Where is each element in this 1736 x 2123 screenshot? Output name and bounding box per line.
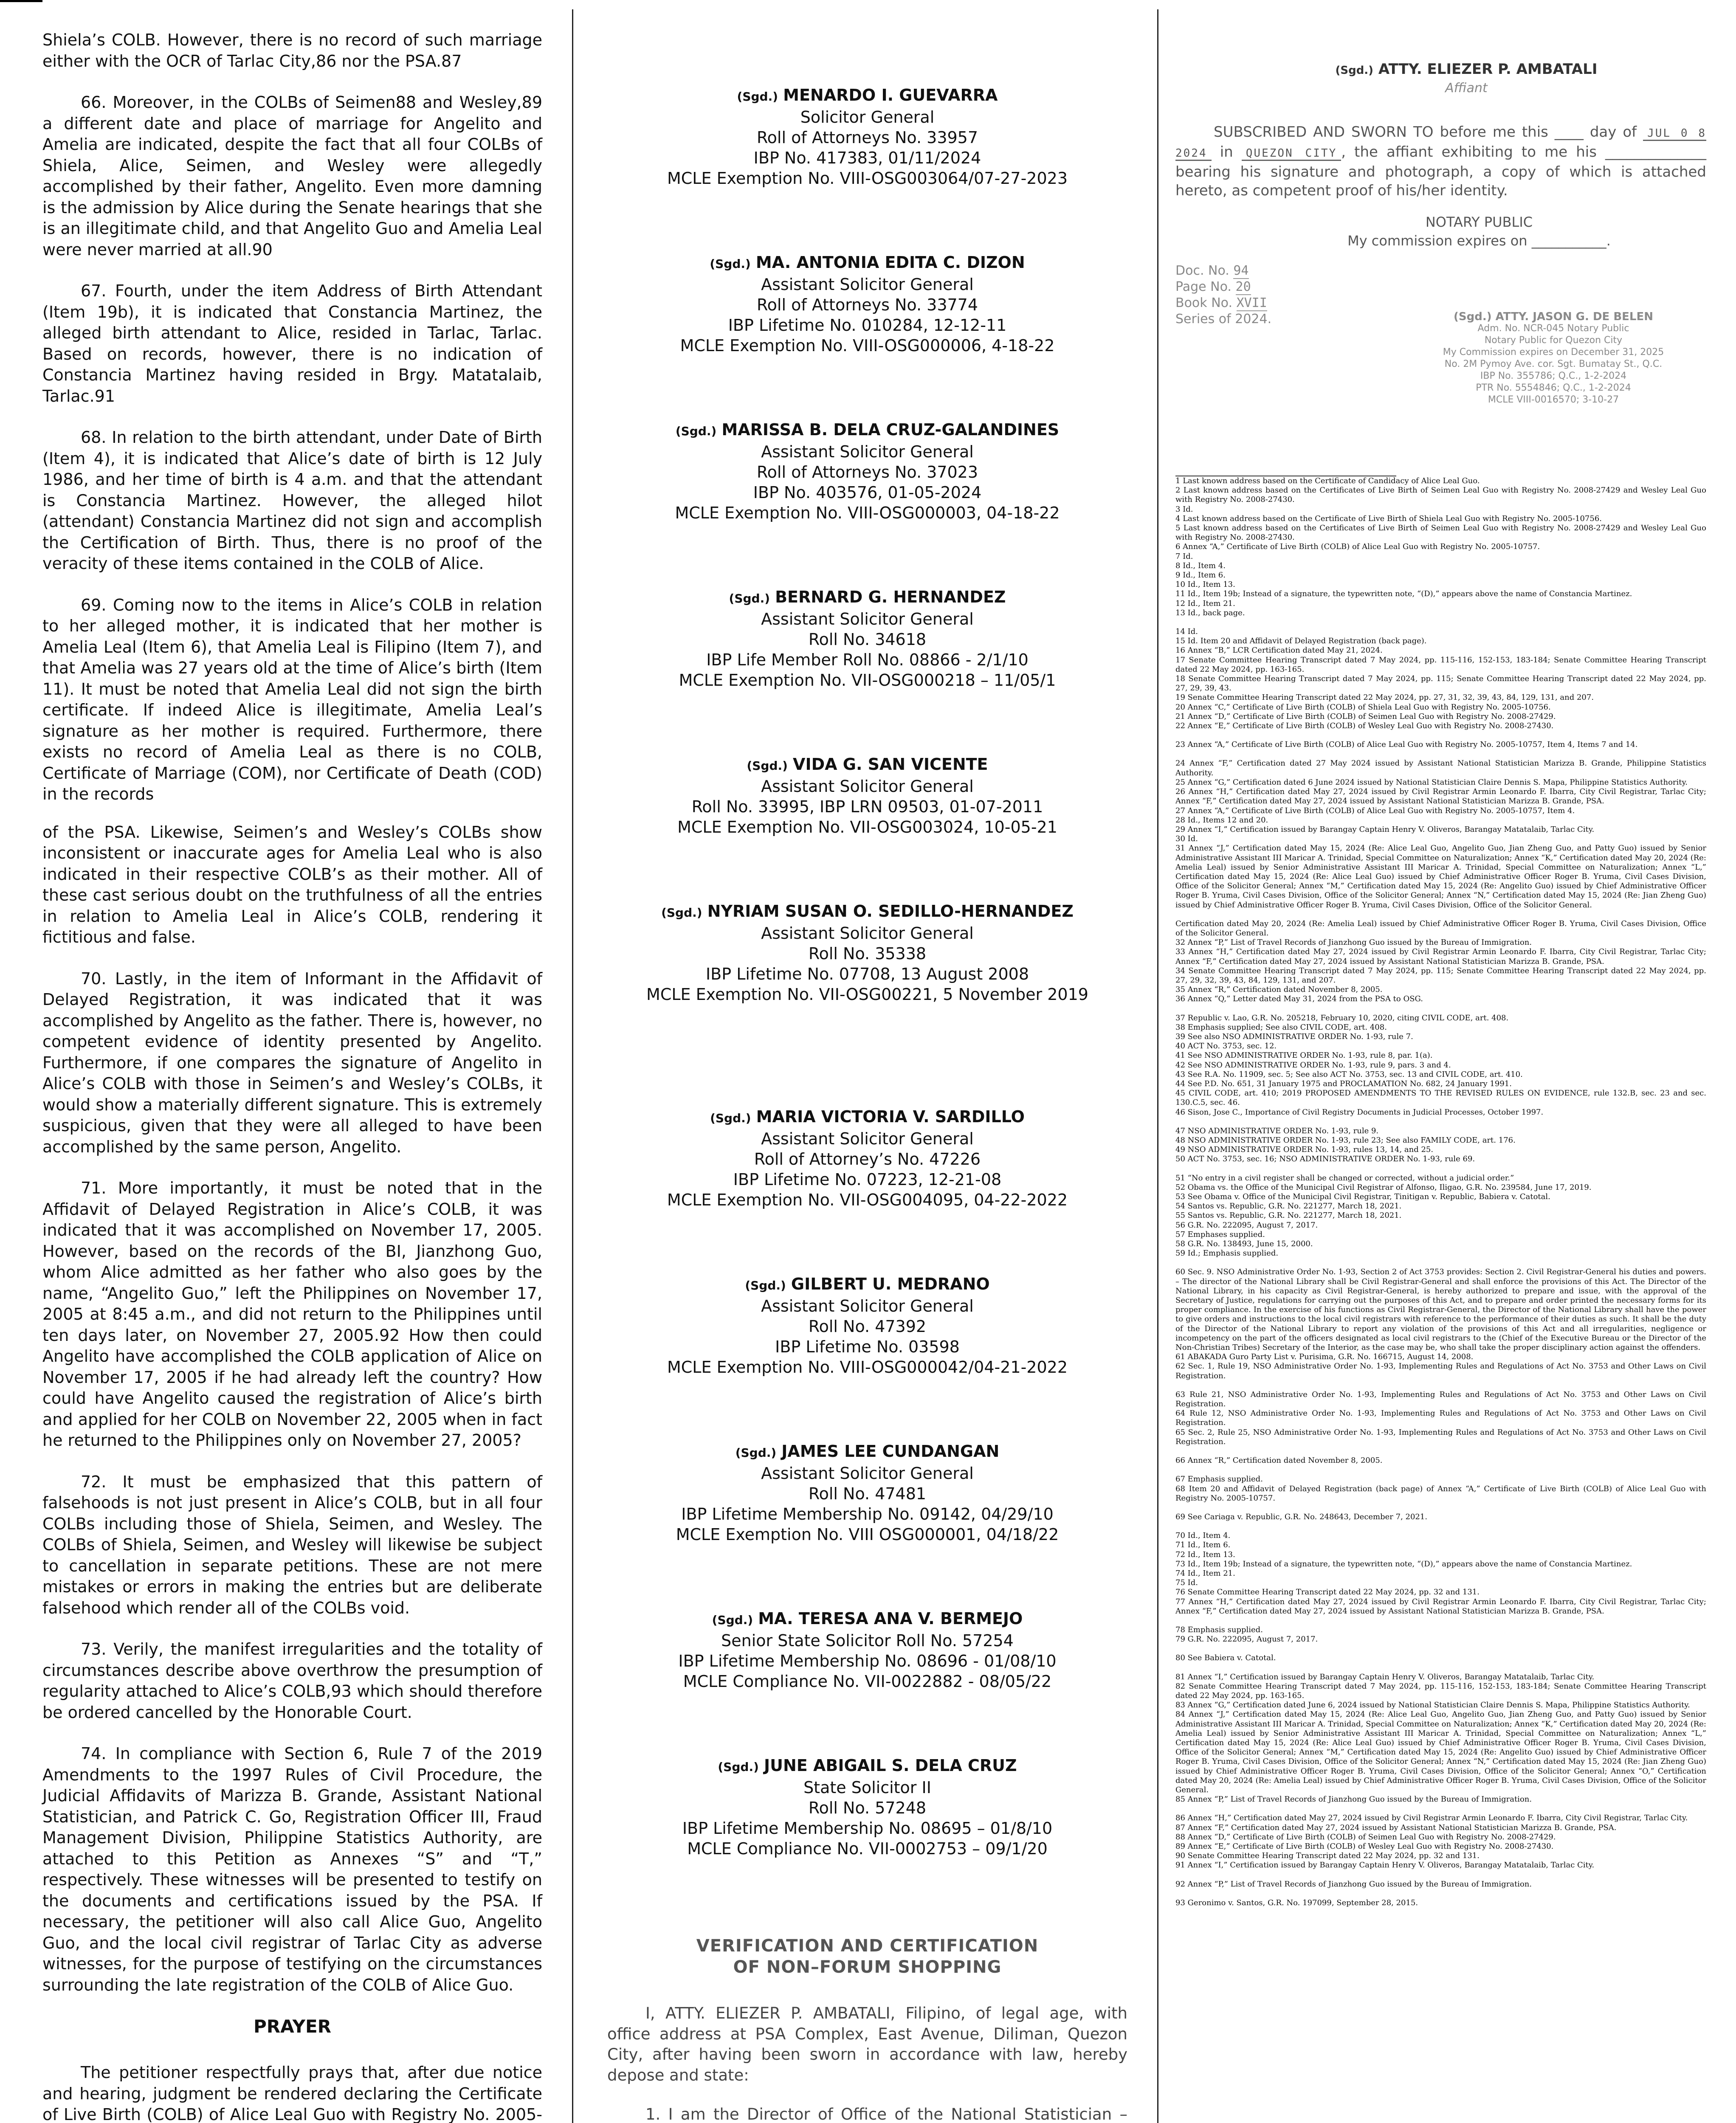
verification-heading-line-2: OF NON–FORUM SHOPPING <box>733 1957 1002 1977</box>
signatory-detail-line: MCLE Compliance No. VII-0002753 – 09/1/20 <box>687 1839 1048 1858</box>
affiant-signature-block: (Sgd.) ATTY. ELIEZER P. AMBATALI Affiant <box>1226 60 1706 97</box>
paragraph-70: 70. Lastly, in the item of Informant in the Affidavit of Delayed Registration, it was indicated that it was accomplished by Angelito as the father. There is, however, no competent evidence of identity presented by Angelito. Furthermore, if one compares the signature of Angelito in Alice’s COLB with those in Seimen’s and Wesley’s COLBs, it would show a materially different signature. This is extremely suspicious, given that they were all alleged to have been accomplished by the same person, Angelito. <box>42 969 542 1156</box>
footnote-gap <box>1175 749 1706 759</box>
footnote: 18 Senate Committee Hearing Transcript dated 7 May 2024, pp. 115; Senate Committee Hearing Transcript dated 22 May 2024, pp. 27, 29, 39, 43. <box>1175 674 1706 693</box>
paragraph-72: 72. It must be emphasized that this pattern of falsehoods is not just present in Alice’s COLB, but in all four COLBs including those of Shiela, Seimen, and Wesley. The COLBs of Shiela, Seimen, and Wesley will likewise be subject to cancellation in separate petitions. These are not mere mistakes or errors in making the entries but are deliberate falsehood which render all of the COLBs void. <box>42 1472 542 1617</box>
footnote: 6 Annex “A,” Certificate of Live Birth (COLB) of Alice Leal Guo with Registry No. 2005-10757. <box>1175 542 1540 552</box>
footnote-gap <box>1175 1889 1706 1898</box>
footnote: 91 Annex “I,” Certification issued by Barangay Captain Henry V. Oliveros, Barangay Matatalaib, Tarlac City. <box>1175 1861 1595 1870</box>
footnote: 34 Senate Committee Hearing Transcript dated 7 May 2024, pp. 115; Senate Committee Hearing Transcript dated 22 May 2024, pp. 27, 29, 32, 39, 43, 84, 129, 131, and 207. <box>1175 966 1706 985</box>
footnote: 71 Id., Item 6. <box>1175 1540 1231 1550</box>
footnote-gap <box>1175 1117 1706 1126</box>
signatory-detail-line: MCLE Exemption No. VIII OSG000001, 04/18/22 <box>676 1525 1059 1544</box>
signatory-block <box>607 1441 1127 1545</box>
signatory-detail-line: State Solicitor II <box>803 1778 931 1797</box>
footnote: 74 Id., Item 21. <box>1175 1568 1235 1578</box>
footnote: 85 Annex “P,” List of Travel Records of Jianzhong Guo issued by the Bureau of Immigration. <box>1175 1795 1532 1804</box>
signatory-detail-line: Roll No. 47392 <box>808 1317 927 1336</box>
footnote: 87 Annex “F,” Certification dated May 27, 2024 issued by Assistant National Statistician Marizza B. Grande, PSA. <box>1175 1823 1617 1832</box>
column-jurat-footnotes <box>1158 9 1723 2123</box>
footnote: 27 Annex “A,” Certificate of Live Birth (COLB) of Alice Leal Guo with Registry No. 2005-10757, Item 4. <box>1175 806 1575 815</box>
spacer <box>607 1859 1127 1935</box>
affiant-name: ATTY. ELIEZER P. AMBATALI <box>1378 61 1598 78</box>
prayer-heading: PRAYER <box>253 2016 332 2037</box>
signatory-name: (Sgd.) MARISSA B. DELA CRUZ-GALANDINES <box>675 420 1060 439</box>
signatory-detail-line: Senior State Solicitor Roll No. 57254 <box>721 1631 1014 1650</box>
verification-item-1: 1. I am the Director of Office of the National Statistician – <box>645 2105 1127 2123</box>
footnote: 35 Annex “R,” Certification dated November 8, 2005. <box>1175 985 1383 994</box>
notary-stamp: (Sgd.) ATTY. JASON G. DE BELEN Adm. No. NCR-045 Notary Public Notary Public for Quezon City My Commission expires on December 31, 2025 No. 2M Pymoy Ave. cor. Sgt. Bumatay St., Q.C. IBP No. 355786; Q.C., 1-2-2024 PTR No. 5554846; Q.C., 1-2-2024 MCLE VIII-0016570; 3-10-27 <box>1443 310 1664 405</box>
paragraph-69-continued: of the PSA. Likewise, Seimen’s and Wesley’s COLBs show inconsistent or inaccurate ages for Amelia Leal who is also indicated in their respective COLB’s as their mother. All of these cast serious doubt on the truthfulness of all the entries in relation to Amelia Leal in Alice’s COLB, rendering it fictitious and false. <box>42 822 542 946</box>
paragraph-69: 69. Coming now to the items in Alice’s COLB in relation to her alleged mother, it is indicated that her mother is Amelia Leal (Item 6), that Amelia Leal is Filipino (Item 7), and that Amelia was 27 years old at the time of Alice’s birth (Item 11). It must be noted that Amelia Leal did not sign the birth certificate. If indeed Alice is illegitimate, Amelia Leal’s signature as her mother is required. Furthermore, there exists no record of Amelia Leal as there is no COLB, Certificate of Marriage (COM), nor Certificate of Death (COD) in the records <box>42 595 542 803</box>
signatory-name: (Sgd.) MA. ANTONIA EDITA C. DIZON <box>710 253 1025 272</box>
footnote: 8 Id., Item 4. <box>1175 561 1226 570</box>
footnote: 46 Sison, Jose C., Importance of Civil Registry Documents in Judicial Processes, October 1997. <box>1175 1107 1544 1117</box>
sworn-place: QUEZON CITY <box>1242 147 1341 161</box>
footnote: 17 Senate Committee Hearing Transcript dated 7 May 2024, pp. 115-116, 152-153, 183-184; Senate Committee Hearing Transcript dated 22 May 2024, pp. 163-165. <box>1175 655 1706 674</box>
book-no: XVII <box>1236 296 1267 310</box>
signatory-detail-line: MCLE Exemption No. VII-OSG003024, 10-05-21 <box>677 818 1057 836</box>
signatory-list <box>607 85 1127 1935</box>
footnote: 16 Annex “B,” LCR Certification dated May 21, 2024. <box>1175 646 1383 655</box>
footnote: 49 NSO ADMINISTRATIVE ORDER No. 1-93, rules 13, 14, and 25. <box>1175 1145 1434 1154</box>
footnote-gap <box>1175 1258 1706 1267</box>
footnote: 25 Annex “G,” Certification dated 6 June 2024 issued by National Statistician Claire Dennis S. Mapa, Philippine Statistics Authority. <box>1175 777 1688 787</box>
signatory-block <box>607 1274 1127 1377</box>
signatory-name: (Sgd.) NYRIAM SUSAN O. SEDILLO-HERNANDEZ <box>661 902 1074 921</box>
footnote: 88 Annex “D,” Certificate of Live Birth (COLB) of Seimen Leal Guo with Registry No. 2008-27429. <box>1175 1832 1556 1841</box>
footnote: 24 Annex “F,” Certification dated 27 May 2024 issued by Assistant National Statistician Marizza B. Grande, Philippine Statistics Authority. <box>1175 759 1706 777</box>
footnote: 44 See P.D. No. 651, 31 January 1975 and PROCLAMATION No. 682, 24 January 1991. <box>1175 1079 1512 1088</box>
signatory-detail-line: IBP Lifetime Membership No. 09142, 04/29/10 <box>681 1505 1054 1523</box>
footnote: 65 Sec. 2, Rule 25, NSO Administrative Order No. 1-93, Implementing Rules and Regulations of Act No. 3753 and Other Laws on Civil Registration. <box>1175 1428 1706 1446</box>
footnote: 45 CIVIL CODE, art. 410; 2019 PROPOSED AMENDMENTS TO THE REVISED RULES ON EVIDENCE, rule 132.B, sec. 23 and sec. 130.C.5, sec. 46. <box>1175 1089 1706 1107</box>
footnote: 79 G.R. No. 222095, August 7, 2017. <box>1175 1635 1318 1644</box>
footnote: 60 Sec. 9. NSO Administrative Order No. 1-93, Section 2 of Act 3753 provides: Section 2. Civil Registrar-General his duties and powers. – The director of the National Library shall be Civil Registrar-General and shall enforce the provisions of this Act. The Director of the National Library, in his capacity as Civil Registrar-General, is hereby authorized to prepare and issue, with the approval of the Secretary of Justice, regulations for carrying out the purposes of this Act, and to prepare and order printed the necessary forms for its proper compliance. In the exercise of his functions as Civil Registrar-General, the Director of the National Library shall have the power to give orders and instructions to the local civil registrars with reference to the performance of their duties as such. It shall be the duty of the Director of the National Library to report any violation of the provisions of this Act and all irregularities, negligence or incompetency on the part of the officers designated as local civil registrars to the (Chief of the Executive Bureau or the Director of the Non-Christian Tribes) Secretary of the Interior, as the case may be, who shall take the proper disciplinary action against the offenders. <box>1175 1267 1706 1352</box>
footnote: 13 Id., back page. <box>1175 608 1245 617</box>
footnote: 32 Annex “P,” List of Travel Records of Jianzhong Guo issued by the Bureau of Immigration. <box>1175 938 1532 947</box>
footnote: 86 Annex “H,” Certification dated May 27, 2024 issued by Civil Registrar Armin Leonardo F. Ibarra, City Civil Registrar, Tarlac City. <box>1175 1813 1688 1823</box>
footnote: 67 Emphasis supplied. <box>1175 1475 1263 1484</box>
signatory-detail-line: Roll of Attorney’s No. 47226 <box>754 1150 981 1168</box>
footnote: 58 G.R. No. 138493, June 15, 2000. <box>1175 1239 1313 1249</box>
footnote: 1 Last known address based on the Certificate of Candidacy of Alice Leal Guo. <box>1175 476 1480 485</box>
signatory-block <box>607 85 1127 189</box>
footnote: 82 Senate Committee Hearing Transcript dated 7 May 2024, pp. 115-116, 152-153, 183-184; Senate Committee Hearing Transcript dated 22 May 2024, pp. 163-165. <box>1175 1681 1706 1700</box>
footnote: 81 Annex “I,” Certification issued by Barangay Captain Henry V. Oliveros, Barangay Matatalaib, Tarlac City. <box>1175 1672 1595 1681</box>
signatory-detail-line: Assistant Solicitor General <box>761 1129 974 1148</box>
footnote: 70 Id., Item 4. <box>1175 1531 1231 1540</box>
footnote: 7 Id. <box>1175 552 1193 561</box>
footnote: 78 Emphasis supplied. <box>1175 1625 1263 1634</box>
footnote: 5 Last known address based on the Certificates of Live Birth of Seimen Leal Guo with Registry No. 2008-27429 and Wesley Leal Guo with Registry No. 2008-27430. <box>1175 524 1706 542</box>
footnote-gap <box>1175 1616 1706 1625</box>
footnote-gap <box>1175 1663 1706 1672</box>
footnote: 90 Senate Committee Hearing Transcript dated 22 May 2024, pp. 32 and 131. <box>1175 1851 1480 1861</box>
signatory-detail-line: Roll of Attorneys No. 33957 <box>756 128 978 147</box>
footnote: 76 Senate Committee Hearing Transcript dated 22 May 2024, pp. 32 and 131. <box>1175 1588 1480 1597</box>
footnote-gap <box>1175 1447 1706 1456</box>
signatory-name: (Sgd.) MA. TERESA ANA V. BERMEJO <box>712 1609 1023 1628</box>
footnote: 93 Geronimo v. Santos, G.R. No. 197099, September 28, 2015. <box>1175 1898 1418 1907</box>
signatory-detail-line: MCLE Compliance No. VII-0022882 - 08/05/22 <box>683 1672 1052 1691</box>
footnote: 52 Obama vs. the Office of the Municipal Civil Registrar of Alfonso, Iligao, G.R. No. 239584, June 17, 2019. <box>1175 1183 1592 1192</box>
footnote: 9 Id., Item 6. <box>1175 571 1226 580</box>
footnote: 10 Id., Item 13. <box>1175 580 1235 589</box>
signatory-detail-line: Solicitor General <box>800 108 935 127</box>
signatory-name: (Sgd.) VIDA G. SAN VICENTE <box>747 755 988 774</box>
prayer-paragraph-1: The petitioner respectfully prays that, after due notice and hearing, judgment be rendered declaring the Certificate of Live Birth (COLB) of Alice Leal Guo with Registry No. 2005- <box>42 2063 542 2123</box>
signatory-detail-line: Roll No. 34618 <box>808 630 927 649</box>
signatory-detail-line: Roll No. 57248 <box>808 1799 927 1817</box>
paragraph-66: 66. Moreover, in the COLBs of Seimen88 and Wesley,89 a different date and place of marriage for Angelito and Amelia are indicated, despite the fact that all four COLBs of Shiela, Alice, Seimen, and Wesley were allegedly accomplished by their father, Angelito. Even more damning is the admission by Alice during the Senate hearings that she is an illegitimate child, and that Angelito Guo and Amelia Leal were never married at all.90 <box>42 93 542 259</box>
doc-no: 94 <box>1233 263 1249 278</box>
signatory-detail-line: Assistant Solicitor General <box>761 777 974 796</box>
footnote: 89 Annex “E,” Certificate of Live Birth (COLB) of Wesley Leal Guo with Registry No. 2008-27430. <box>1175 1842 1554 1851</box>
signatory-block <box>607 1608 1127 1692</box>
footnote: 51 “No entry in a civil register shall be changed or corrected, without a judicial order.” <box>1175 1173 1514 1183</box>
footnote: 77 Annex “H,” Certification dated May 27, 2024 issued by Civil Registrar Armin Leonardo F. Ibarra, City Civil Registrar, Tarlac City; Annex “F,” Certification dated May 27, 2024 issued by Assistant National Statistician Marizza B. Grande, PSA. <box>1175 1597 1706 1616</box>
footnote: 66 Annex “R,” Certification dated November 8, 2005. <box>1175 1456 1383 1465</box>
footnote: 14 Id. <box>1175 627 1198 636</box>
footnote: 29 Annex “I,” Certification issued by Barangay Captain Henry V. Oliveros, Barangay Matatalaib, Tarlac City. <box>1175 825 1595 834</box>
signatory-detail-line: IBP Lifetime No. 03598 <box>775 1337 960 1356</box>
doc-number-block: Doc. No. 94 Page No. 20 Book No. XVII Series of 2024. <box>1175 263 1706 327</box>
signatory-detail-line: Assistant Solicitor General <box>761 1297 974 1315</box>
footnote: 21 Annex “D,” Certificate of Live Birth (COLB) of Seimen Leal Guo with Registry No. 2008-27429. <box>1175 712 1556 721</box>
footnote: 26 Annex “H,” Certification dated May 27, 2024 issued by Civil Registrar Armin Leonardo F. Ibarra, City Civil Registrar, Tarlac City; Annex “F,” Certification dated May 27, 2024 issued by Assistant National Statistician Marizza B. Grande, PSA. <box>1175 787 1706 806</box>
signatory-block <box>607 1107 1127 1210</box>
footnote: 2 Last known address based on the Certificates of Live Birth of Seimen Leal Guo with Registry No. 2008-27429 and Wesley Leal Guo with Registry No. 2008-27430. <box>1175 486 1706 504</box>
footnote: 4 Last known address based on the Certificate of Live Birth of Shiela Leal Guo with Registry No. 2005-10756. <box>1175 514 1602 523</box>
affiant-role: Affiant <box>1445 81 1488 96</box>
footnote: 84 Annex “J,” Certification dated May 15, 2024 (Re: Alice Leal Guo, Angelito Guo, Jian Zheng Guo, and Patty Guo) issued by Senior Administrative Assistant III Maricar A. Trinidad, Special Committee on Naturalization; Annex “K,” Certification dated May 20, 2024 (Re: Amelia Leal) issued by Senior Administrative Assistant III Maricar A. Trinidad, Special Committee on Naturalization; Annex “L,” Certification dated May 15, 2024 (Re: Alice Leal Guo) issued by Chief Administrative Officer Roger B. Yruma, Civil Cases Division, Office of the Solicitor General; Annex “M,” Certification dated May 15, 2024 (Re: Angelito Guo) issued by Chief Administrative Officer Roger B. Yruma, Civil Cases Division, Office of the Solicitor General; Annex “N,” Certification dated May 15, 2024 (Re: Jian Zheng Guo) issued by Chief Administrative Officer Roger B. Yruma, Civil Cases Division, Office of the Solicitor General; Annex “O,” Certification dated May 20, 2024 (Re: Amelia Leal) issued by Chief Administrative Officer Roger B. Yruma, Civil Cases Division, Office of the Solicitor General. <box>1175 1710 1706 1794</box>
footnote-gap <box>1175 1465 1706 1475</box>
footnote: 20 Annex “C,” Certificate of Live Birth (COLB) of Shiela Leal Guo with Registry No. 2005-10756. <box>1175 702 1551 712</box>
jurat-text: SUBSCRIBED AND SWORN TO before me this ____ day of JUL 0 8 2024 in QUEZON CITY , the affiant exhibiting to me his ______________ bearing his signature and photograph, a copy of which is attached hereto, as competent proof of his/her identity. <box>1175 124 1707 199</box>
commission-expiry: My commission expires on ___________. <box>1347 233 1611 249</box>
signatory-detail-line: Roll of Attorneys No. 33774 <box>756 296 978 314</box>
footnote: 41 See NSO ADMINISTRATIVE ORDER No. 1-93, rule 8, par. 1(a). <box>1175 1051 1433 1060</box>
signatory-block <box>607 1755 1127 1859</box>
footnote: 19 Senate Committee Hearing Transcript dated 22 May 2024, pp. 27, 31, 32, 39, 43, 84, 129, 131, and 207. <box>1175 693 1594 702</box>
footnote: 57 Emphases supplied. <box>1175 1230 1265 1239</box>
paragraph-68: 68. In relation to the birth attendant, under Date of Birth (Item 4), it is indicated that Alice’s date of birth is 12 July 1986, and her time of birth is 4 a.m. and that the attendant is Constancia Martinez. However, the alleged hilot (attendant) Constancia Martinez did not sign and accomplish the Certification of Birth. Thus, there is no proof of the veracity of these items contained in the COLB of Alice. <box>42 428 542 573</box>
verification-intro: I, ATTY. ELIEZER P. AMBATALI, Filipino, of legal age, with office address at PSA Complex, East Avenue, Diliman, Quezon City, after having been sworn in accordance with law, hereby depose and state: <box>607 2004 1127 2084</box>
signatory-detail-line: IBP No. 403576, 01-05-2024 <box>753 483 982 502</box>
signatory-detail-line: MCLE Exemption No. VII-OSG004095, 04-22-2022 <box>667 1191 1068 1209</box>
footnote: 62 Sec. 1, Rule 19, NSO Administrative Order No. 1-93, Implementing Rules and Regulations of Act No. 3753 and Other Laws on Civil Registration. <box>1175 1362 1706 1380</box>
footnote-gap <box>1175 618 1706 627</box>
signatory-name: (Sgd.) JUNE ABIGAIL S. DELA CRUZ <box>718 1756 1017 1775</box>
signatory-detail-line: IBP Lifetime No. 07223, 12-21-08 <box>733 1170 1002 1189</box>
signatory-detail-line: Assistant Solicitor General <box>761 924 974 943</box>
footnote: 12 Id., Item 21. <box>1175 599 1235 608</box>
footnote: 15 Id. Item 20 and Affidavit of Delayed Registration (back page). <box>1175 636 1427 646</box>
sworn-date: JUL 0 8 2024 <box>1175 127 1706 161</box>
signatory-detail-line: IBP Lifetime Membership No. 08696 - 01/08/10 <box>678 1652 1057 1670</box>
footnote: 69 See Cariaga v. Republic, G.R. No. 248643, December 7, 2021. <box>1175 1512 1428 1521</box>
signatory-detail-line: MCLE Exemption No. VIII-OSG003064/07-27-2023 <box>667 169 1068 188</box>
footnote: 39 See also NSO ADMINISTRATIVE ORDER No. 1-93, rule 7. <box>1175 1032 1413 1041</box>
signatory-detail-line: Roll No. 35338 <box>808 944 927 963</box>
footnote-gap <box>1175 1522 1706 1531</box>
footnote: 40 ACT No. 3753, sec. 12. <box>1175 1042 1277 1051</box>
signatory-detail-line: IBP Lifetime No. 07708, 13 August 2008 <box>705 965 1029 983</box>
column-signatories-verification <box>573 9 1158 2123</box>
footnote: 11 Id., Item 19b; Instead of a signature, the typewritten note, “(D),” appears above the name of Constancia Martinez. <box>1175 589 1632 599</box>
paragraph-71: 71. More importantly, it must be noted that in the Affidavit of Delayed Registration in Alice’s COLB, it was indicated that it was accomplished on November 17, 2005. However, based on the records of the BI, Jianzhong Guo, whom Alice admitted as her father who also goes by the name, “Angelito Guo,” left the Philippines on November 17, 2005 at 8:45 a.m., and did not return to the Philippines until ten days later, on November 27, 2005.92 How then could Angelito have accomplished the COLB application of Alice on November 17, 2005 if he had already left the country? How could have Angelito caused the registration of Alice’s birth and applied for her COLB on November 22, 2005 when in fact he returned to the Philippines only on November 27, 2005? <box>42 1179 542 1450</box>
footnote: 55 Santos vs. Republic, G.R. No. 221277, March 18, 2021. <box>1175 1211 1402 1220</box>
footnote: 54 Santos vs. Republic, G.R. No. 221277, March 18, 2021. <box>1175 1202 1402 1211</box>
footnote: 3 Id. <box>1175 504 1193 514</box>
footnote: 31 Annex “J,” Certification dated May 15, 2024 (Re: Alice Leal Guo, Angelito Guo, Jian Zheng Guo, and Patty Guo) issued by Senior Administrative Assistant III Maricar A. Trinidad, Special Committee on Naturalization; Annex “K,” Certification dated May 20, 2024 (Re: Amelia Leal) issued by Senior Administrative Assistant III Maricar A. Trinidad, Special Committee on Naturalization; Annex “L,” Certification dated May 15, 2024 (Re: Alice Leal Guo) issued by Chief Administrative Officer Roger B. Yruma, Civil Cases Division, Office of the Solicitor General; Annex “M,” Certification dated May 15, 2024 (Re: Angelito Guo) issued by Chief Administrative Officer Roger B. Yruma, Civil Cases Division, Office of the Solicitor General; Annex “N,” Certification dated May 15, 2024 (Re: Jian Zheng Guo) issued by Chief Administrative Officer Roger B. Yruma, Civil Cases Division, Office of the Solicitor General. <box>1175 844 1706 909</box>
footnote-gap <box>1175 1503 1706 1512</box>
signatory-detail-line: Assistant Solicitor General <box>761 1464 974 1483</box>
signatory-detail-line: MCLE Exemption No. VIII-OSG000042/04-21-2022 <box>667 1358 1068 1377</box>
footnote: 56 G.R. No. 222095, August 7, 2017. <box>1175 1220 1318 1230</box>
footnote: 73 Id., Item 19b; Instead of a signature, the typewritten note, “(D),” appears above the name of Constancia Martinez. <box>1175 1559 1632 1568</box>
signatory-block <box>607 901 1127 1005</box>
footnote-gap <box>1175 1004 1706 1014</box>
notary-block <box>1252 213 1706 250</box>
paragraph-67: 67. Fourth, under the item Address of Birth Attendant (Item 19b), it is indicated that Constancia Martinez, the alleged birth attendant to Alice, resided in Tarlac, Tarlac. Based on records, however, there is no indication of Constancia Martinez having resided in Brgy. Matatalaib, Tarlac.91 <box>42 282 542 405</box>
verification-heading-line-1: VERIFICATION AND CERTIFICATION <box>696 1936 1039 1956</box>
notary-public-label: NOTARY PUBLIC <box>1425 214 1533 230</box>
footnote: 92 Annex “P,” List of Travel Records of Jianzhong Guo issued by the Bureau of Immigration. <box>1175 1879 1532 1889</box>
footnote-gap <box>1175 1804 1706 1813</box>
footnote-gap <box>1175 910 1706 919</box>
footnote: 80 See Babiera v. Catotal. <box>1175 1653 1276 1663</box>
footnote: 59 Id.; Emphasis supplied. <box>1175 1249 1279 1258</box>
footnote: 38 Emphasis supplied; See also CIVIL CODE, art. 408. <box>1175 1022 1387 1032</box>
footnote: 53 See Obama v. Office of the Municipal Civil Registrar, Tinitigan v. Republic, Babiera v. Catotal. <box>1175 1192 1550 1202</box>
footnote: 61 ABAKADA Guro Party List v. Purisima, G.R. No. 166715, August 14, 2008. <box>1175 1352 1474 1362</box>
top-rule <box>0 0 42 8</box>
signatory-detail-line: MCLE Exemption No. VIII-OSG000006, 4-18-22 <box>680 336 1055 355</box>
signatory-name: (Sgd.) JAMES LEE CUNDANGAN <box>735 1442 1000 1461</box>
footnote: 83 Annex “G,” Certification dated June 6, 2024 issued by National Statistician Claire Dennis S. Mapa, Philippine Statistics Authority. <box>1175 1701 1690 1710</box>
signatory-block <box>607 754 1127 837</box>
footnote-gap <box>1175 1164 1706 1174</box>
footnote: 36 Annex “Q,” Letter dated May 31, 2024 from the PSA to OSG. <box>1175 994 1423 1004</box>
signatory-block <box>607 420 1127 523</box>
footnote: 75 Id. <box>1175 1578 1198 1588</box>
paragraph-74: 74. In compliance with Section 6, Rule 7 of the 2019 Amendments to the 1997 Rules of Civil Procedure, the Judicial Affidavits of Marizza B. Grande, Assistant National Statistician, and Patrick C. Go, Registration Officer III, Fraud Management Division, Philippine Statistics Authority, are attached to this Petition as Annexes “S” and “T,” respectively. These witnesses will be presented to testify on the documents and certifications issued by the PSA. If necessary, the petitioner will also call Alice Guo, Angelito Guo, and the local civil registrar of Tarlac City as adverse witnesses, for the purpose of testifying on the circumstances surrounding the late registration of the COLB of Alice Guo. <box>42 1744 542 1994</box>
footnote-gap <box>1175 1644 1706 1653</box>
footnote: Certification dated May 20, 2024 (Re: Amelia Leal) issued by Chief Administrative Officer Roger B. Yruma, Civil Cases Division, Office of the Solicitor General. <box>1175 919 1706 938</box>
signatory-detail-line: MCLE Exemption No. VIII-OSG000003, 04-18-22 <box>675 504 1060 522</box>
footnote-gap <box>1175 1870 1706 1880</box>
signatory-detail-line: IBP Life Member Roll No. 08866 - 2/1/10 <box>706 650 1029 669</box>
footnote: 68 Item 20 and Affidavit of Delayed Registration (back page) of Annex “A,” Certificate of Live Birth (COLB) of Alice Leal Guo with Registry No. 2005-10757. <box>1175 1484 1706 1503</box>
signatory-detail-line: Assistant Solicitor General <box>761 610 974 628</box>
footnote: 33 Annex “H,” Certification dated May 27, 2024 issued by Civil Registrar Armin Leonardo F. Ibarra, City Civil Registrar, Tarlac City; Annex “F,” Certification dated May 27, 2024 issued by Assistant National Statistician Marizza B. Grande, PSA. <box>1175 947 1706 966</box>
signatory-name: (Sgd.) BERNARD G. HERNANDEZ <box>729 588 1006 606</box>
signatory-detail-line: Roll No. 33995, IBP LRN 09503, 01-07-2011 <box>691 797 1043 816</box>
signatory-detail-line: Assistant Solicitor General <box>761 275 974 294</box>
footnote: 30 Id. <box>1175 834 1198 844</box>
signatory-detail-line: IBP No. 417383, 01/11/2024 <box>753 149 981 167</box>
footnote-list <box>1175 476 1706 1908</box>
verification-heading <box>607 1935 1127 1978</box>
signatory-detail-line: IBP Lifetime Membership No. 08695 – 01/8/10 <box>682 1819 1053 1838</box>
signatory-block <box>607 587 1127 690</box>
footnote: 23 Annex “A,” Certificate of Live Birth (COLB) of Alice Leal Guo with Registry No. 2005-10757, Item 4, Items 7 and 14. <box>1175 740 1638 749</box>
footnote-gap <box>1175 1381 1706 1390</box>
signatory-name: (Sgd.) MARIA VICTORIA V. SARDILLO <box>710 1107 1025 1126</box>
paragraph-continuation: Shiela’s COLB. However, there is no record of such marriage either with the OCR of Tarlac City,86 nor the PSA.87 <box>42 31 542 70</box>
signatory-name: (Sgd.) MENARDO I. GUEVARRA <box>737 86 998 104</box>
signatory-detail-line: Roll of Attorneys No. 37023 <box>756 463 978 481</box>
page-no: 20 <box>1235 279 1251 294</box>
signatory-detail-line: Roll No. 47481 <box>808 1484 927 1503</box>
series: Series of 2024. <box>1175 312 1272 327</box>
footnote: 64 Rule 12, NSO Administrative Order No. 1-93, Implementing Rules and Regulations of Act No. 3753 and Other Laws on Civil Registration. <box>1175 1409 1706 1428</box>
paragraph-73: 73. Verily, the manifest irregularities and the totality of circumstances describe above overthrow the presumption of regularity attached to Alice’s COLB,93 which should therefore be ordered cancelled by the Honorable Court. <box>42 1640 542 1722</box>
footnote: 63 Rule 21, NSO Administrative Order No. 1-93, Implementing Rules and Regulations of Act No. 3753 and Other Laws on Civil Registration. <box>1175 1390 1706 1409</box>
footnote-gap <box>1175 731 1706 740</box>
signatory-detail-line: Assistant Solicitor General <box>761 442 974 461</box>
footnote: 22 Annex “E,” Certificate of Live Birth (COLB) of Wesley Leal Guo with Registry No. 2008-27430. <box>1175 721 1554 731</box>
footnote: 28 Id., Items 12 and 20. <box>1175 815 1268 825</box>
footnote: 47 NSO ADMINISTRATIVE ORDER No. 1-93, rule 9. <box>1175 1126 1379 1135</box>
column-petition-body <box>12 9 573 2123</box>
signatory-detail-line: MCLE Exemption No. VII-OSG00221, 5 November 2019 <box>646 985 1088 1004</box>
signatory-detail-line: IBP Lifetime No. 010284, 12-12-11 <box>728 316 1007 335</box>
footnote: 42 See NSO ADMINISTRATIVE ORDER No. 1-93, rule 9, pars. 3 and 4. <box>1175 1060 1451 1070</box>
signatory-detail-line: MCLE Exemption No. VII-OSG000218 – 11/05/1 <box>679 671 1056 690</box>
signatory-name: (Sgd.) GILBERT U. MEDRANO <box>745 1275 990 1293</box>
footnote: 43 See R.A. No. 11909, sec. 5; See also ACT No. 3753, sec. 13 and CIVIL CODE, art. 410. <box>1175 1070 1523 1079</box>
footnote: 50 ACT No. 3753, sec. 16; NSO ADMINISTRATIVE ORDER No. 1-93, rule 69. <box>1175 1154 1475 1164</box>
footnote: 48 NSO ADMINISTRATIVE ORDER No. 1-93, rule 23; See also FAMILY CODE, art. 176. <box>1175 1136 1516 1145</box>
footnote: 72 Id., Item 13. <box>1175 1550 1235 1559</box>
footnote: 37 Republic v. Lao, G.R. No. 205218, February 10, 2020, citing CIVIL CODE, art. 408. <box>1175 1013 1509 1022</box>
footnotes <box>1175 476 1706 1908</box>
signatory-block <box>607 252 1127 356</box>
